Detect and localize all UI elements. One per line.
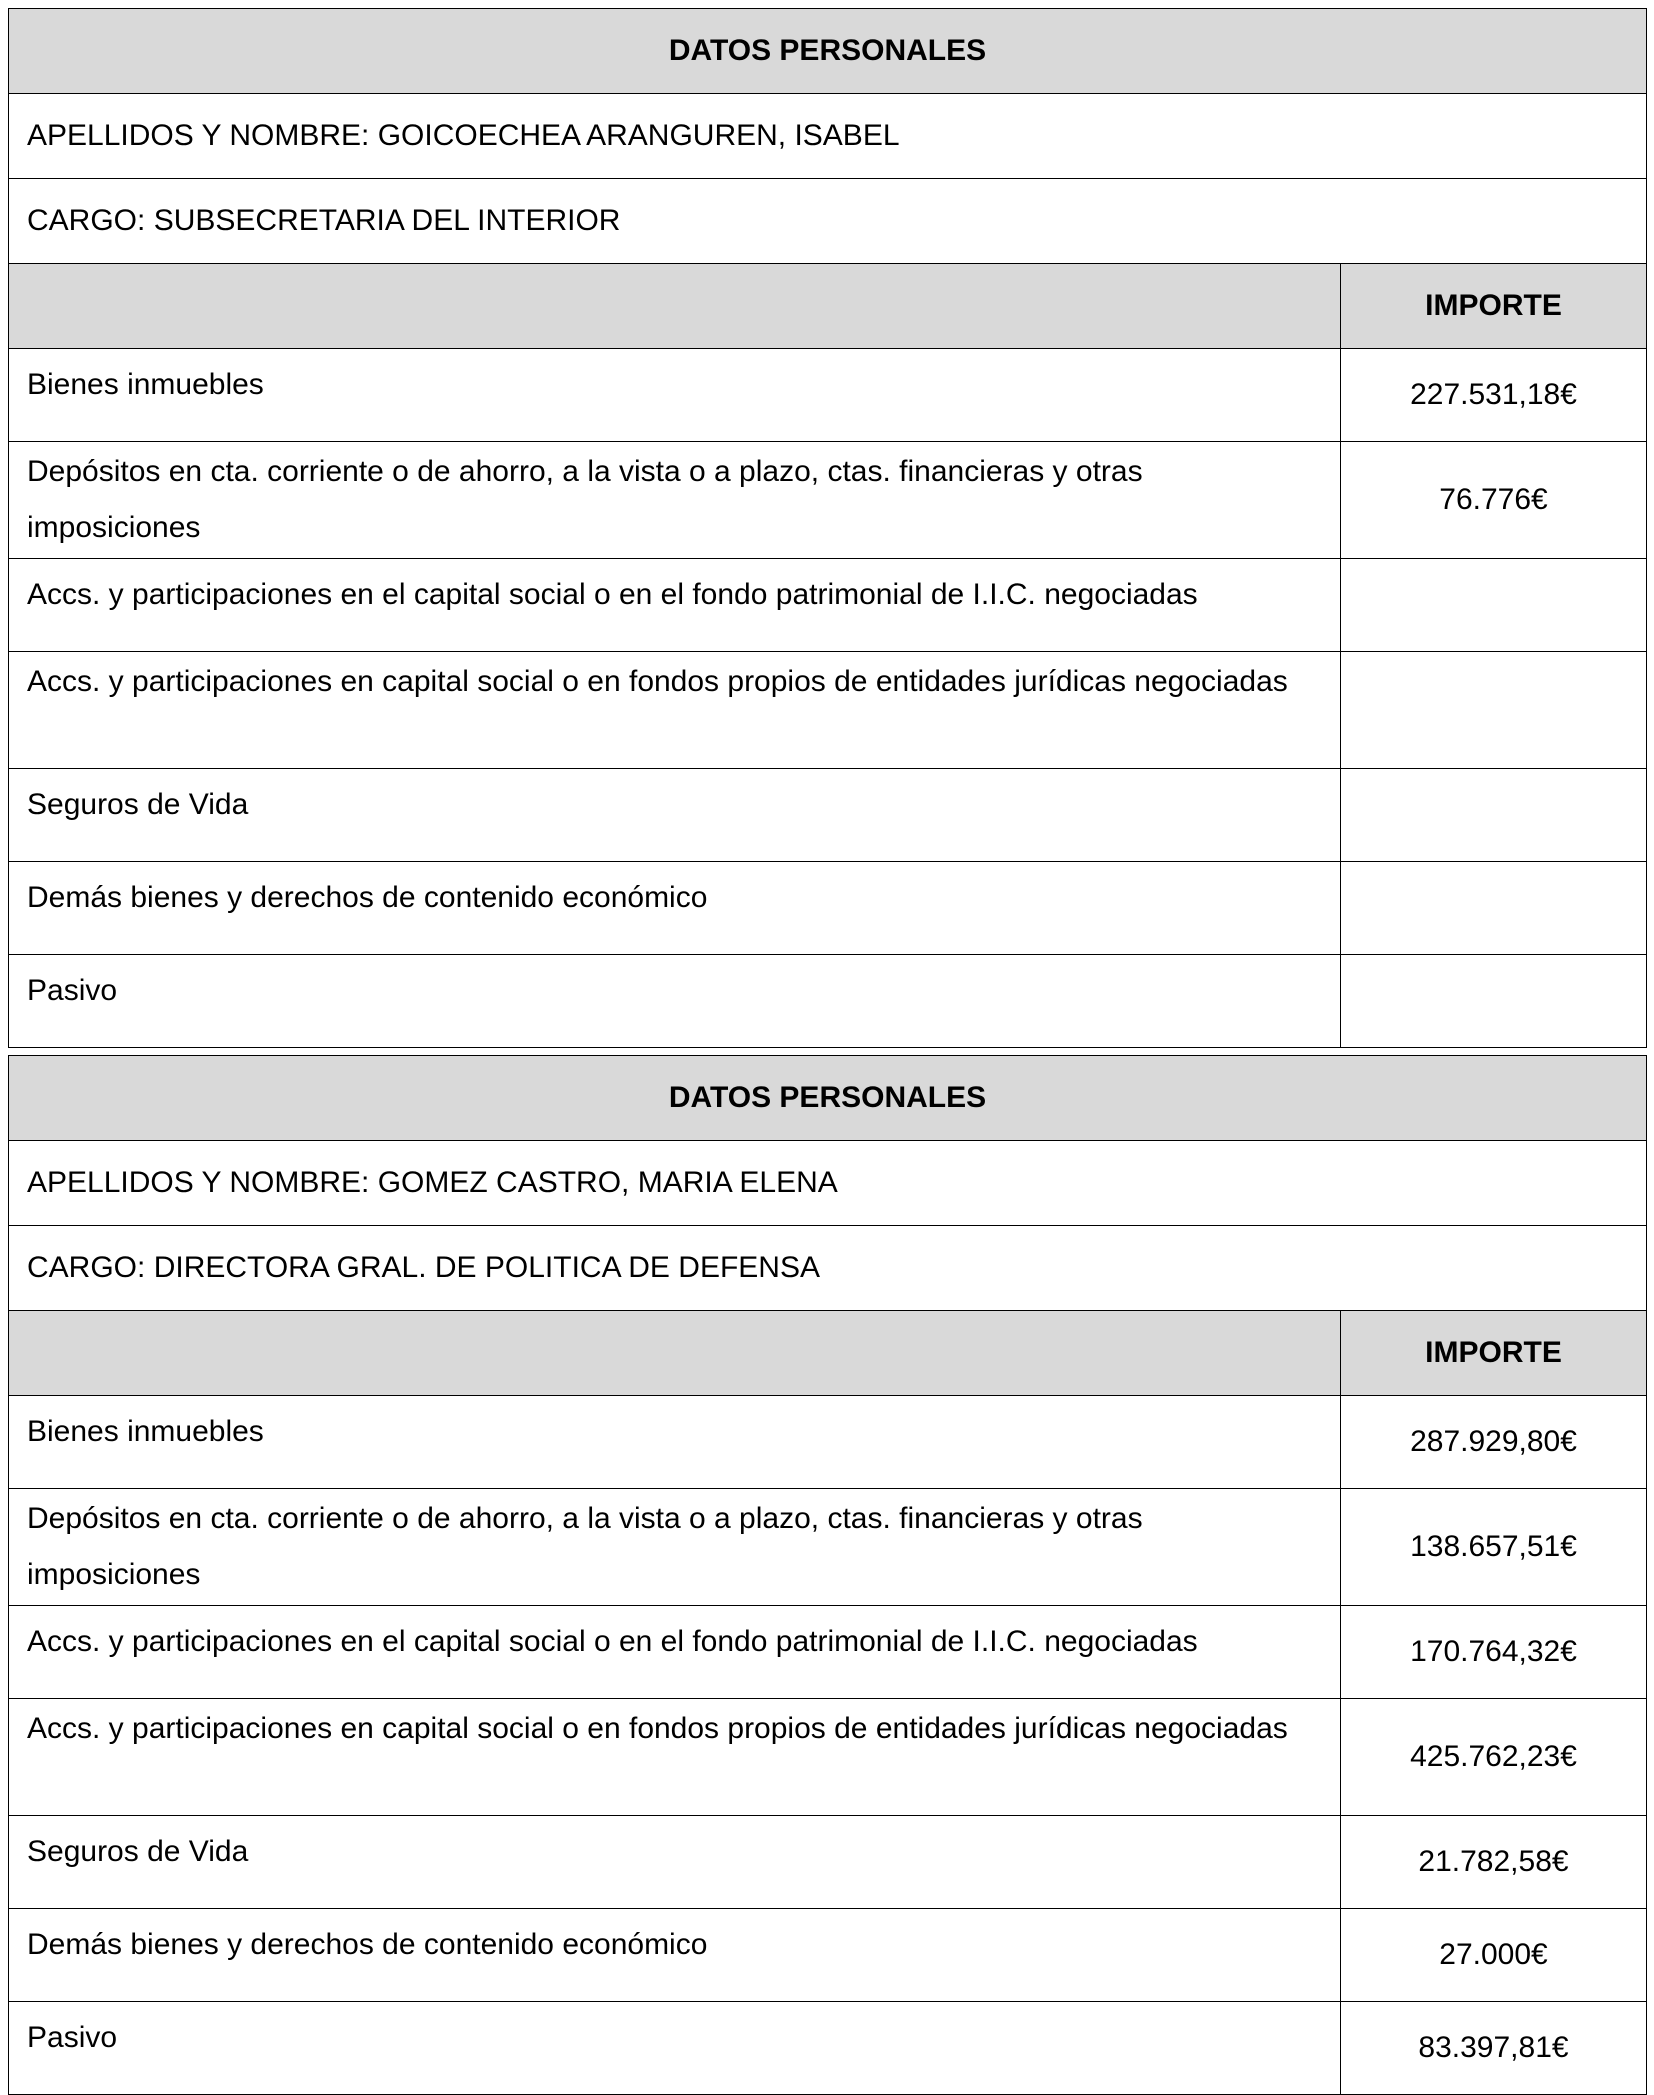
table-row (9, 862, 1647, 955)
table-row (9, 442, 1647, 559)
cargo-value: SUBSECRETARIA DEL INTERIOR (153, 204, 621, 237)
amount-header: IMPORTE (1341, 1311, 1647, 1396)
row-amount: 27.000€ (1341, 1909, 1647, 2002)
row-amount: 227.531,18€ (1341, 349, 1647, 442)
declaration-table-2 (8, 1055, 1647, 2095)
row-label: Bienes inmuebles (9, 1396, 1341, 1489)
table-row (9, 1699, 1647, 1816)
row-amount: 76.776€ (1341, 442, 1647, 559)
table-row (9, 349, 1647, 442)
table-row (9, 769, 1647, 862)
table-row (9, 1909, 1647, 2002)
declaration-table-1 (8, 8, 1647, 1048)
row-amount: 425.762,23€ (1341, 1699, 1647, 1816)
row-amount: 170.764,32€ (1341, 1606, 1647, 1699)
section-header-row (9, 9, 1647, 94)
person-name: GOICOECHEA ARANGUREN, ISABEL (377, 119, 900, 152)
table-row (9, 955, 1647, 1048)
row-amount (1341, 652, 1647, 769)
row-label: Accs. y participaciones en capital social o en fondos propios de entidades jurídicas negociadas (9, 1699, 1341, 1816)
row-label: Seguros de Vida (9, 769, 1341, 862)
row-label: Depósitos en cta. corriente o de ahorro, a la vista o a plazo, ctas. financieras y otras imposiciones (9, 442, 1341, 559)
table-row (9, 1606, 1647, 1699)
amount-header-row (9, 1311, 1647, 1396)
row-label: Depósitos en cta. corriente o de ahorro, a la vista o a plazo, ctas. financieras y otras imposiciones (9, 1489, 1341, 1606)
row-amount: 138.657,51€ (1341, 1489, 1647, 1606)
name-cell (9, 1141, 1647, 1226)
row-amount: 83.397,81€ (1341, 2002, 1647, 2095)
row-label: Pasivo (9, 955, 1341, 1048)
row-label: Demás bienes y derechos de contenido económico (9, 1909, 1341, 2002)
table-row (9, 559, 1647, 652)
amount-header: IMPORTE (1341, 264, 1647, 349)
row-amount (1341, 769, 1647, 862)
row-label: Accs. y participaciones en capital social o en fondos propios de entidades jurídicas negociadas (9, 652, 1341, 769)
table-row (9, 1396, 1647, 1489)
row-label: Demás bienes y derechos de contenido económico (9, 862, 1341, 955)
cargo-value: DIRECTORA GRAL. DE POLITICA DE DEFENSA (153, 1251, 820, 1284)
name-row (9, 94, 1647, 179)
row-label: Accs. y participaciones en el capital social o en el fondo patrimonial de I.I.C. negociadas (9, 559, 1341, 652)
row-label: Pasivo (9, 2002, 1341, 2095)
cargo-row (9, 179, 1647, 264)
row-amount: 21.782,58€ (1341, 1816, 1647, 1909)
person-name: GOMEZ CASTRO, MARIA ELENA (377, 1166, 838, 1199)
row-label: Seguros de Vida (9, 1816, 1341, 1909)
blank-header-cell (9, 264, 1341, 349)
cargo-cell (9, 179, 1647, 264)
section-header-row (9, 1056, 1647, 1141)
row-amount (1341, 862, 1647, 955)
name-label: APELLIDOS Y NOMBRE: (27, 119, 370, 152)
row-amount (1341, 559, 1647, 652)
table-row (9, 652, 1647, 769)
row-amount: 287.929,80€ (1341, 1396, 1647, 1489)
table-row (9, 1816, 1647, 1909)
row-amount (1341, 955, 1647, 1048)
table-row (9, 2002, 1647, 2095)
name-label: APELLIDOS Y NOMBRE: (27, 1166, 370, 1199)
cargo-row (9, 1226, 1647, 1311)
cargo-label: CARGO: (27, 1251, 146, 1284)
row-label: Accs. y participaciones en el capital social o en el fondo patrimonial de I.I.C. negociadas (9, 1606, 1341, 1699)
blank-header-cell (9, 1311, 1341, 1396)
name-cell (9, 94, 1647, 179)
name-row (9, 1141, 1647, 1226)
cargo-cell (9, 1226, 1647, 1311)
cargo-label: CARGO: (27, 204, 146, 237)
table-row (9, 1489, 1647, 1606)
section-title: DATOS PERSONALES (9, 9, 1647, 94)
row-label: Bienes inmuebles (9, 349, 1341, 442)
section-title: DATOS PERSONALES (9, 1056, 1647, 1141)
amount-header-row (9, 264, 1647, 349)
